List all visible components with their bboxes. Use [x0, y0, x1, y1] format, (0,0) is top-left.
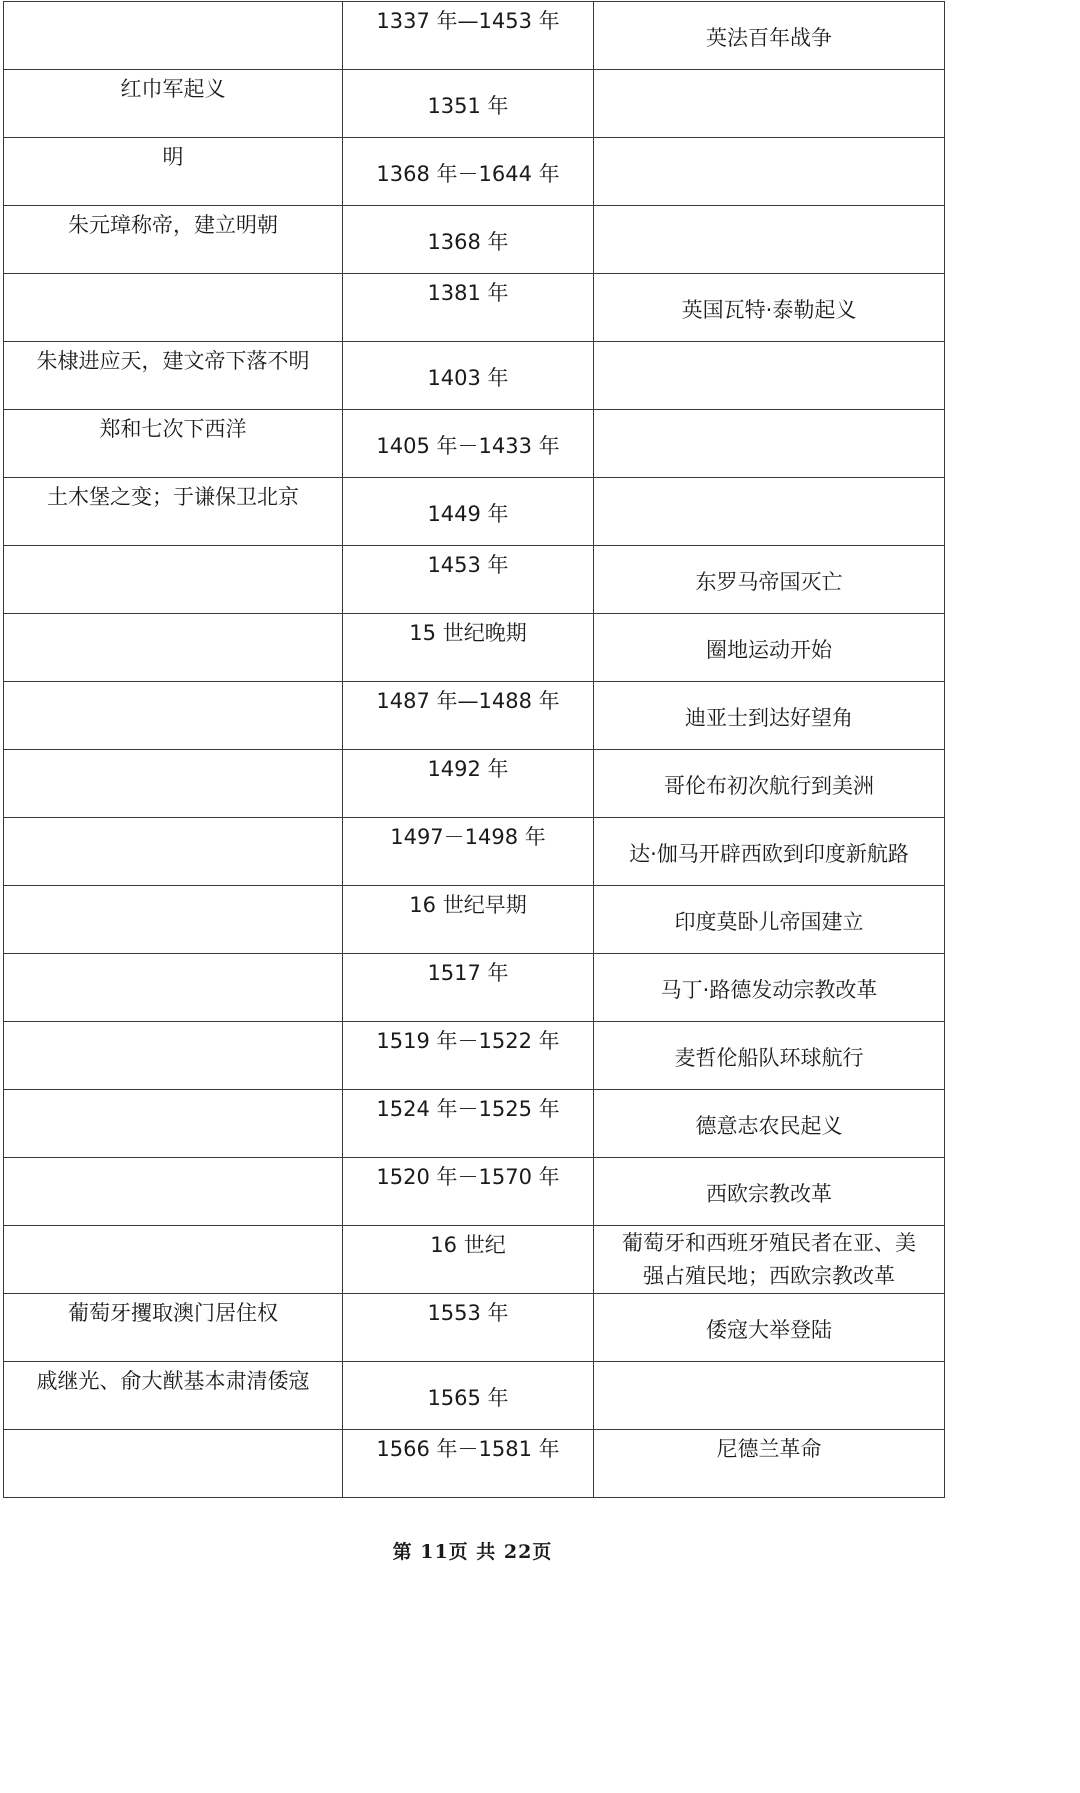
world-event-cell [594, 1226, 945, 1294]
china-event-text [4, 818, 342, 822]
china-event-cell [4, 206, 343, 274]
world-event-text: 麦哲伦船队环球航行 [674, 1046, 864, 1070]
year-text: 16 世纪 [430, 1233, 506, 1257]
china-event-cell [4, 410, 343, 478]
world-event-text: 西欧宗教改革 [706, 1182, 832, 1206]
world-event-text [594, 138, 944, 159]
year-cell [343, 682, 594, 750]
table-row [4, 1090, 945, 1158]
china-event-cell [4, 1090, 343, 1158]
china-event-text [4, 682, 342, 686]
china-event-cell [4, 342, 343, 410]
year-text: 16 世纪早期 [409, 893, 527, 917]
world-event-cell [594, 410, 945, 478]
world-event-text: 达·伽马开辟西欧到印度新航路 [629, 842, 909, 866]
world-event-text: 英法百年战争 [706, 26, 832, 50]
world-event-cell [594, 1090, 945, 1158]
china-event-text [4, 1090, 342, 1094]
table-row [4, 138, 945, 206]
china-event-cell [4, 614, 343, 682]
china-event-cell [4, 1362, 343, 1430]
world-event-cell [594, 1294, 945, 1362]
year-cell [343, 614, 594, 682]
china-event-text: 明 [162, 145, 184, 169]
china-event-text: 朱棣进应天，建文帝下落不明 [36, 349, 310, 373]
table-row [4, 410, 945, 478]
world-event-cell [594, 1430, 945, 1498]
china-event-cell [4, 818, 343, 886]
china-event-cell [4, 2, 343, 70]
year-cell [343, 274, 594, 342]
world-event-text [594, 70, 944, 91]
table-row [4, 206, 945, 274]
table-row [4, 2, 945, 70]
china-event-cell [4, 546, 343, 614]
china-event-text [4, 274, 342, 278]
year-cell [343, 478, 594, 546]
table-row [4, 1158, 945, 1226]
china-event-text: 郑和七次下西洋 [99, 417, 247, 441]
year-text: 1351 年 [427, 94, 509, 118]
year-text: 1519 年－1522 年 [376, 1029, 560, 1053]
china-event-cell [4, 1226, 343, 1294]
world-event-cell [594, 750, 945, 818]
china-event-text: 土木堡之变；于谦保卫北京 [47, 485, 299, 509]
year-text: 1405 年－1433 年 [376, 434, 560, 458]
table-row [4, 750, 945, 818]
world-event-cell [594, 70, 945, 138]
year-cell [343, 1362, 594, 1430]
year-cell [343, 138, 594, 206]
china-event-text [4, 954, 342, 958]
world-event-cell [594, 546, 945, 614]
china-event-text: 红巾军起义 [120, 77, 226, 101]
table-row [4, 1294, 945, 1362]
year-cell [343, 70, 594, 138]
year-text: 1553 年 [427, 1301, 509, 1325]
year-cell [343, 546, 594, 614]
world-event-text: 迪亚士到达好望角 [685, 706, 853, 730]
world-event-text: 东罗马帝国灭亡 [695, 570, 843, 594]
world-event-text: 德意志农民起义 [695, 1114, 843, 1138]
china-event-cell [4, 1430, 343, 1498]
china-event-cell [4, 138, 343, 206]
china-event-text [4, 1158, 342, 1162]
table-row [4, 818, 945, 886]
world-event-cell [594, 818, 945, 886]
year-text: 1517 年 [427, 961, 509, 985]
year-text: 1337 年—1453 年 [376, 9, 560, 33]
table-row [4, 274, 945, 342]
china-event-text: 葡萄牙攫取澳门居住权 [68, 1301, 278, 1325]
table-row [4, 478, 945, 546]
world-event-cell [594, 206, 945, 274]
china-event-cell [4, 682, 343, 750]
china-event-cell [4, 750, 343, 818]
year-cell [343, 206, 594, 274]
world-event-cell [594, 2, 945, 70]
year-text: 1368 年 [427, 230, 509, 254]
world-event-text [594, 478, 944, 499]
world-event-text: 尼德兰革命 [716, 1437, 822, 1461]
table-row [4, 70, 945, 138]
world-event-text [594, 206, 944, 227]
china-event-text [4, 886, 342, 890]
year-text: 1524 年－1525 年 [376, 1097, 560, 1121]
table-row [4, 1022, 945, 1090]
table-row [4, 954, 945, 1022]
world-event-text [594, 410, 944, 431]
china-event-text [4, 1022, 342, 1026]
year-text: 1487 年—1488 年 [376, 689, 560, 713]
year-text: 1565 年 [427, 1386, 509, 1410]
china-event-cell [4, 1022, 343, 1090]
china-event-text [4, 614, 342, 618]
table-row [4, 342, 945, 410]
china-event-text [4, 2, 342, 6]
china-event-cell [4, 70, 343, 138]
world-event-cell [594, 478, 945, 546]
year-text: 15 世纪晚期 [409, 621, 527, 645]
year-cell [343, 1294, 594, 1362]
table-row [4, 682, 945, 750]
table-row [4, 546, 945, 614]
world-event-cell [594, 954, 945, 1022]
table-row [4, 1362, 945, 1430]
world-event-text: 马丁·路德发动宗教改革 [660, 978, 878, 1002]
year-text: 1453 年 [427, 553, 509, 577]
table-row [4, 614, 945, 682]
year-cell [343, 1226, 594, 1294]
year-cell [343, 886, 594, 954]
table-row [4, 1226, 945, 1294]
china-event-text [4, 1430, 342, 1434]
world-event-text [594, 342, 944, 363]
year-text: 1449 年 [427, 502, 509, 526]
world-event-text: 葡萄牙和西班牙殖民者在亚、美 强占殖民地；西欧宗教改革 [622, 1231, 916, 1288]
table-row [4, 886, 945, 954]
timeline-table-body [4, 2, 945, 1498]
year-cell [343, 410, 594, 478]
china-event-text: 戚继光、俞大猷基本肃清倭寇 [36, 1369, 310, 1393]
china-event-cell [4, 954, 343, 1022]
world-event-text: 倭寇大举登陆 [706, 1318, 832, 1342]
world-event-cell [594, 682, 945, 750]
year-text: 1368 年－1644 年 [376, 162, 560, 186]
world-event-text: 印度莫卧儿帝国建立 [674, 910, 864, 934]
world-event-cell [594, 886, 945, 954]
china-event-cell [4, 886, 343, 954]
year-text: 1381 年 [427, 281, 509, 305]
year-cell [343, 342, 594, 410]
world-event-text: 哥伦布初次航行到美洲 [664, 774, 874, 798]
year-text: 1403 年 [427, 366, 509, 390]
year-text: 1520 年－1570 年 [376, 1165, 560, 1189]
year-text: 1566 年－1581 年 [376, 1437, 560, 1461]
china-event-text [4, 750, 342, 754]
world-event-cell [594, 138, 945, 206]
world-event-cell [594, 342, 945, 410]
world-event-text: 圈地运动开始 [706, 638, 832, 662]
year-cell [343, 2, 594, 70]
world-event-cell [594, 274, 945, 342]
china-event-text [4, 546, 342, 550]
year-text: 1497－1498 年 [390, 825, 546, 849]
page-number-footer: 第 11页 共 22页 [392, 1541, 553, 1563]
world-event-text: 英国瓦特·泰勒起义 [681, 298, 857, 322]
china-event-cell [4, 1158, 343, 1226]
china-event-text [4, 1226, 342, 1230]
world-event-cell [594, 614, 945, 682]
china-event-text: 朱元璋称帝，建立明朝 [68, 213, 278, 237]
world-event-cell [594, 1158, 945, 1226]
year-cell [343, 1158, 594, 1226]
year-cell [343, 954, 594, 1022]
timeline-table [3, 1, 945, 1498]
world-event-text [594, 1362, 944, 1383]
world-event-cell [594, 1362, 945, 1430]
china-event-cell [4, 478, 343, 546]
year-text: 1492 年 [427, 757, 509, 781]
world-event-cell [594, 1022, 945, 1090]
year-cell [343, 750, 594, 818]
year-cell [343, 818, 594, 886]
year-cell [343, 1090, 594, 1158]
china-event-cell [4, 1294, 343, 1362]
table-row [4, 1430, 945, 1498]
year-cell [343, 1022, 594, 1090]
china-event-cell [4, 274, 343, 342]
year-cell [343, 1430, 594, 1498]
